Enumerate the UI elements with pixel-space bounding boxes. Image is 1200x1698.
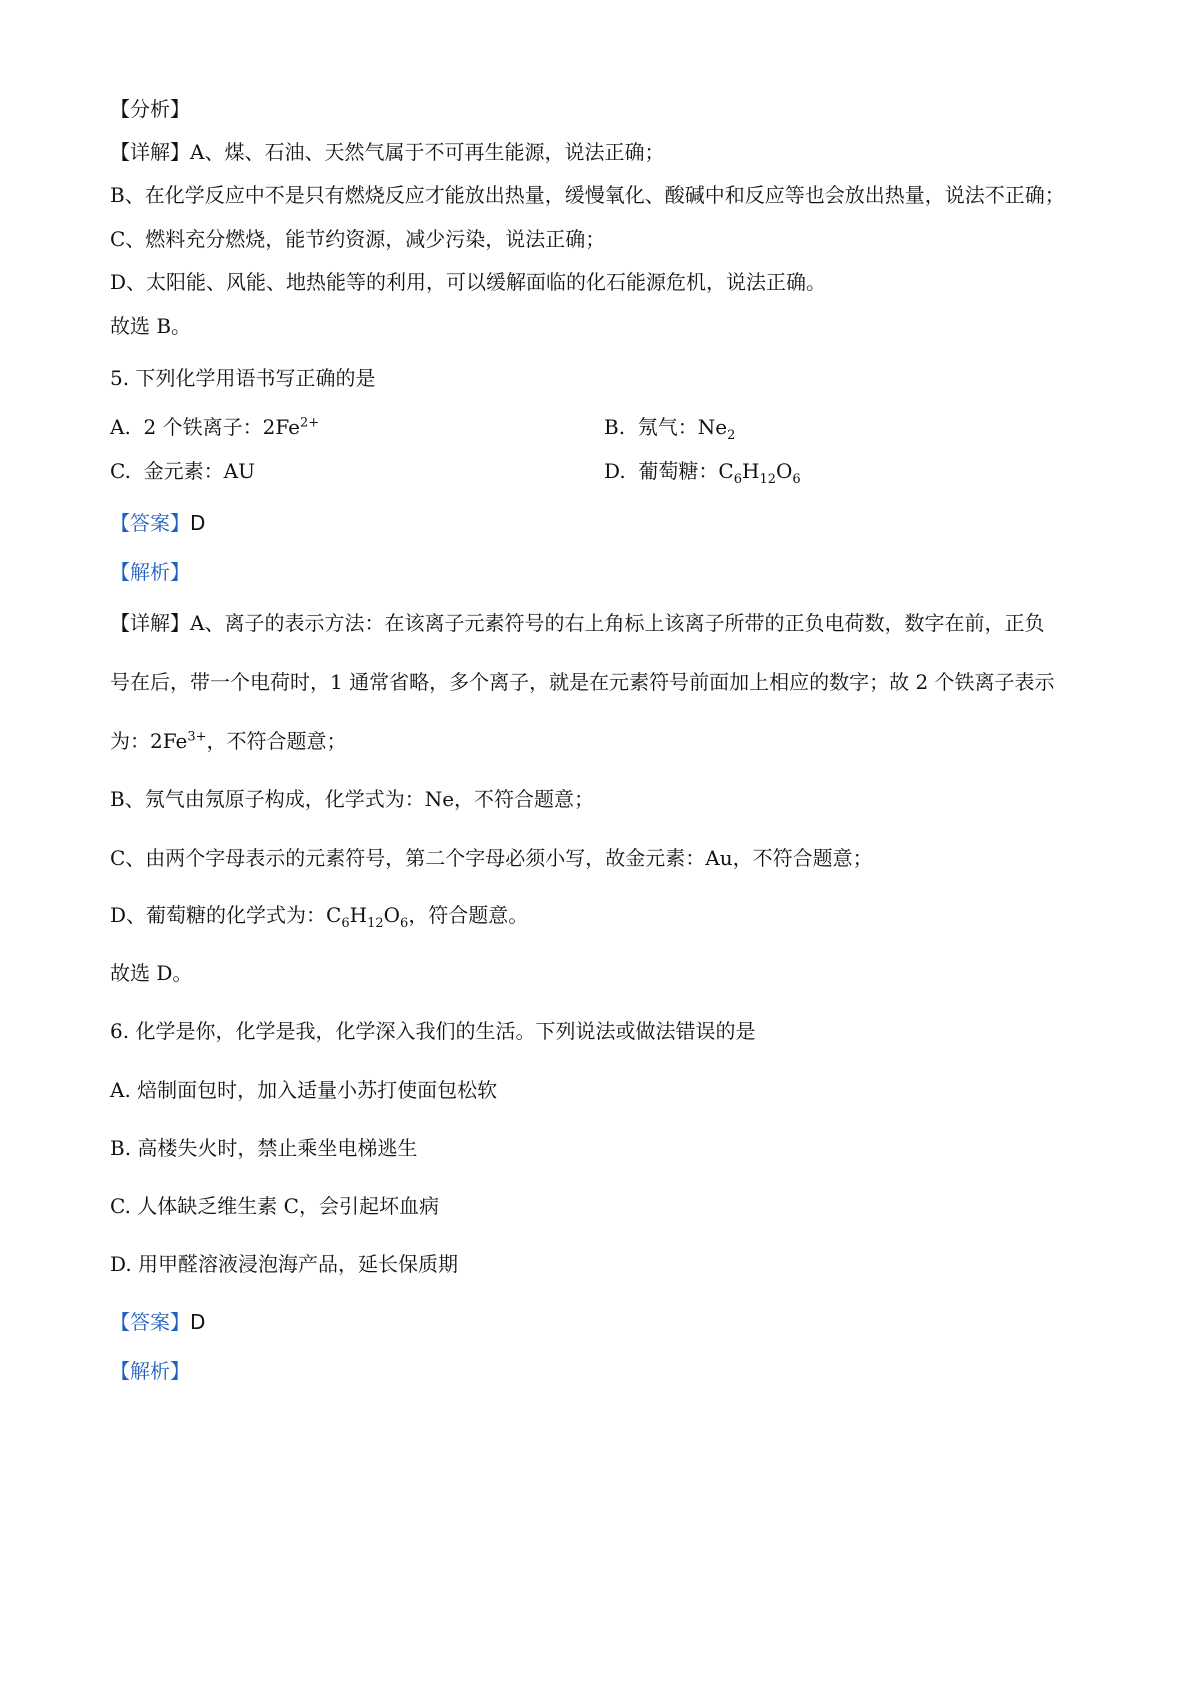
q5-conclusion: 故选 D。 [110, 961, 193, 985]
answer-tag: 【答案】 [110, 511, 190, 535]
q6-option-c[interactable]: C. 人体缺乏维生素 C，会引起坏血病 [110, 1194, 439, 1218]
formula-element: O [776, 459, 793, 483]
option-letter: D. [604, 459, 626, 483]
detail-text: ，符合题意。 [408, 903, 529, 927]
q5-detail-d [110, 902, 529, 931]
answer-value: D [190, 1310, 206, 1334]
answer-tag: 【答案】 [110, 1310, 190, 1334]
q5-detail-a-line1 [110, 610, 1044, 636]
charge-superscript: 2+ [299, 415, 320, 431]
formula-subscript: 12 [759, 472, 776, 487]
q5-option-b[interactable] [604, 414, 736, 443]
q5-detail-c: C、由两个字母表示的元素符号，第二个字母必须小写，故金元素：Au，不符合题意； [110, 846, 873, 870]
formula-element: H [349, 903, 368, 927]
q5-option-d[interactable] [604, 458, 801, 487]
q5-option-c[interactable] [110, 458, 255, 484]
formula-element: O [383, 903, 401, 927]
q6-analysis-tag: 【解析】 [110, 1359, 190, 1383]
formula-subscript: 6 [792, 472, 801, 487]
option-text: 氖气：Ne [637, 415, 728, 439]
option-letter: C. [110, 459, 131, 483]
charge-superscript: 3+ [187, 729, 207, 745]
option-text: 2 个铁离子：2Fe [143, 415, 300, 439]
q5-detail-a-line3 [110, 728, 347, 754]
q6-option-d[interactable]: D. 用甲醛溶液浸泡海产品，延长保质期 [110, 1252, 459, 1276]
q6-option-a[interactable]: A. 焙制面包时，加入适量小苏打使面包松软 [110, 1078, 498, 1102]
detail-text: A、煤、石油、天然气属于不可再生能源，说法正确； [190, 140, 665, 164]
detail-line-a [110, 139, 664, 165]
detail-text: A、离子的表示方法：在该离子元素符号的右上角标上该离子所带的正负电荷数，数字在前，正负 [190, 611, 1045, 635]
formula-subscript: 6 [400, 916, 409, 931]
detail-text: 为：2Fe [110, 729, 188, 753]
q5-option-a[interactable] [110, 414, 319, 440]
option-letter: A. [110, 415, 131, 439]
q5-detail-a-line2: 号在后，带一个电荷时，1 通常省略，多个离子，就是在元素符号前面加上相应的数字；故 2 个铁离子表示 [110, 670, 1055, 694]
formula-subscript: 6 [341, 916, 350, 931]
detail-tag: 【详解】 [110, 140, 190, 164]
formula-subscript: 12 [367, 916, 384, 931]
formula-subscript: 2 [727, 428, 736, 443]
conclusion-line: 故选 B。 [110, 314, 192, 338]
formula-subscript: 6 [733, 472, 742, 487]
detail-text: D、葡萄糖的化学式为：C [110, 903, 342, 927]
q5-detail-b: B、氖气由氖原子构成，化学式为：Ne，不符合题意； [110, 787, 595, 811]
detail-text: ，不符合题意； [206, 729, 347, 753]
option-letter: B. [604, 415, 626, 439]
analysis-heading: 【分析】 [110, 97, 190, 121]
detail-tag: 【详解】 [110, 611, 190, 635]
option-text: 葡萄糖：C [638, 459, 734, 483]
q6-option-b[interactable]: B. 高楼失火时，禁止乘坐电梯逃生 [110, 1136, 418, 1160]
detail-line-c: C、燃料充分燃烧，能节约资源，减少污染，说法正确； [110, 227, 606, 251]
q6-answer [110, 1309, 205, 1335]
detail-line-d: D、太阳能、风能、地热能等的利用，可以缓解面临的化石能源危机，说法正确。 [110, 270, 827, 294]
detail-line-b: B、在化学反应中不是只有燃烧反应才能放出热量，缓慢氧化、酸碱中和反应等也会放出热量，说法不正确； [110, 183, 1065, 207]
q6-stem: 6. 化学是你，化学是我，化学深入我们的生活。下列说法或做法错误的是 [110, 1019, 756, 1043]
option-text: 金元素：AU [143, 459, 255, 483]
answer-value: D [190, 511, 206, 535]
formula-element: H [742, 459, 760, 483]
q5-analysis-tag: 【解析】 [110, 560, 190, 584]
q5-stem: 5. 下列化学用语书写正确的是 [110, 366, 376, 390]
q5-answer [110, 510, 205, 536]
